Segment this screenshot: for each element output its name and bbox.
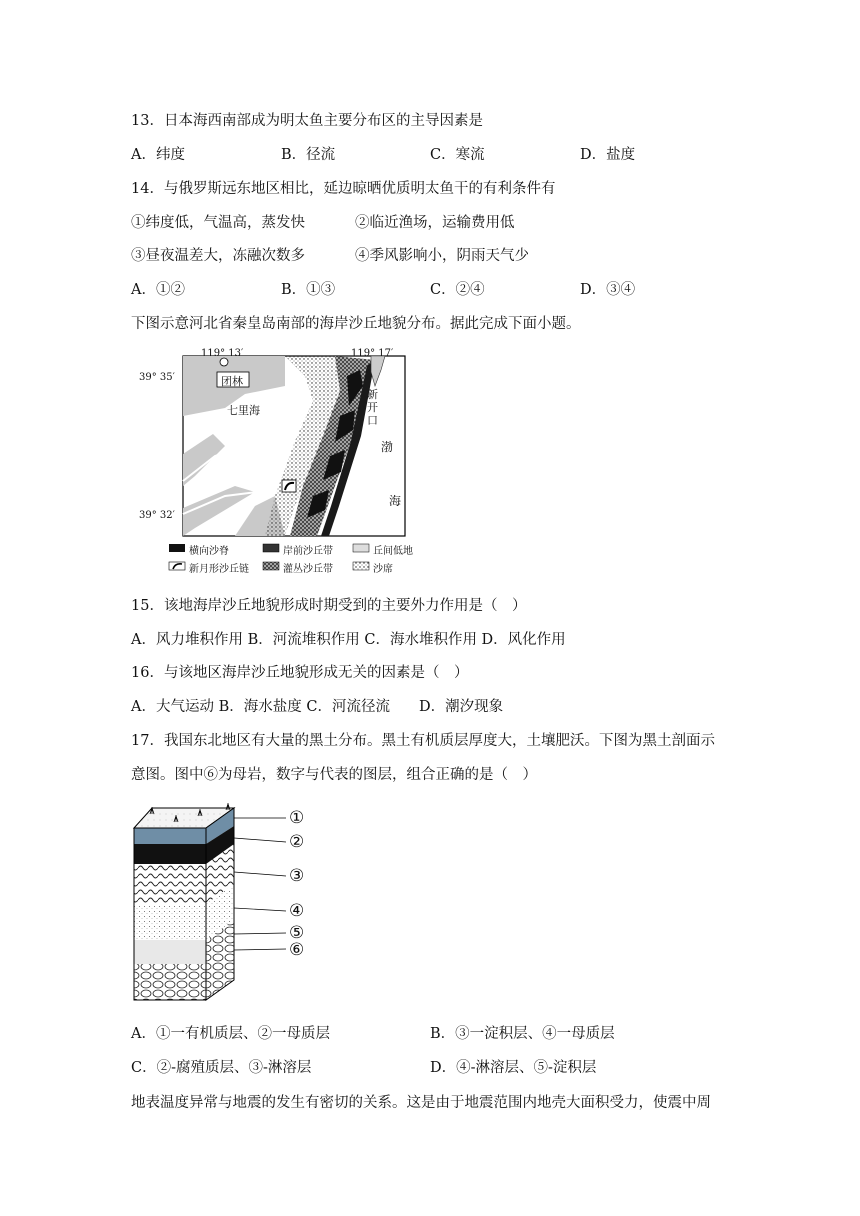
q17-option-a: A．①一有机质层、②一母质层 (131, 1026, 330, 1042)
q17-option-d: D．④-淋溶层、⑤-淀积层 (430, 1060, 597, 1076)
q14-option-c: C．②④ (430, 282, 485, 298)
q17-option-c: C．②-腐殖质层、③-淋溶层 (131, 1060, 312, 1076)
q14-item-4: ④季风影响小，阴雨天气少 (355, 248, 529, 264)
legend-shrub-dune-belt: 灌丛沙丘带 (283, 564, 333, 575)
q13-stem: 13．日本海西南部成为明太鱼主要分布区的主导因素是 (131, 113, 483, 129)
q13-option-c: C．寒流 (430, 147, 485, 163)
q14-option-a: A．①② (131, 282, 185, 298)
map-place-tuanlin: 团林 (221, 375, 243, 388)
q14-item-3: ③昼夜温差大，冻融次数多 (131, 248, 305, 264)
layer-label-6: ⑥ (289, 940, 305, 960)
q14-item-1: ①纬度低，气温高，蒸发快 (131, 215, 305, 231)
q13-option-b: B．径流 (281, 147, 336, 163)
q15-stem: 15．该地海岸沙丘地貌形成时期受到的主要外力作用是（ ） (131, 598, 527, 614)
q14-item-2: ②临近渔场，运输费用低 (355, 215, 515, 231)
q14-stem: 14．与俄罗斯远东地区相比，延边晾晒优质明太鱼干的有利条件有 (131, 181, 556, 197)
legend-transverse-ridge: 横向沙脊 (189, 546, 229, 557)
map-place-bohai-1: 渤 (381, 440, 394, 454)
map-place-xinkaikou: 新 开 口 (367, 388, 378, 427)
map-intro: 下图示意河北省秦皇岛南部的海岸沙丘地貌分布。据此完成下面小题。 (131, 316, 581, 332)
map-lon-label-2: 119° 17′ (351, 348, 394, 359)
q15-options: A．风力堆积作用 B．河流堆积作用 C．海水堆积作用 D．风化作用 (131, 632, 566, 648)
layer-label-2: ② (289, 832, 305, 852)
q17-stem-line-1: 17．我国东北地区有大量的黑土分布。黑土有机质层厚度大，土壤肥沃。下图为黑土剖面示 (131, 733, 715, 749)
q17-option-b: B．③一淀积层、④一母质层 (430, 1026, 615, 1042)
next-passage-intro: 地表温度异常与地震的发生有密切的关系。这是由于地震范围内地壳大面积受力，使震中周 (131, 1095, 711, 1111)
map-place-bohai-2: 海 (389, 494, 402, 508)
legend-foredune-belt: 岸前沙丘带 (283, 546, 333, 557)
q17-stem-line-2: 意图。图中⑥为母岩，数字与代表的图层，组合正确的是（ ） (131, 767, 537, 783)
legend-sand-sheet: 沙席 (373, 564, 393, 575)
map-place-qilihai: 七里海 (227, 404, 260, 417)
q16-options: A．大气运动 B．海水盐度 C．河流径流 D．潮汐现象 (131, 699, 504, 715)
layer-label-3: ③ (289, 866, 305, 886)
q13-option-a: A．纬度 (131, 147, 185, 163)
layer-label-4: ④ (289, 901, 305, 921)
black-soil-profile-diagram (128, 800, 328, 1010)
q13-option-d: D．盐度 (580, 147, 636, 163)
q14-option-d: D．③④ (580, 282, 636, 298)
q16-stem: 16．与该地区海岸沙丘地貌形成无关的因素是（ ） (131, 665, 469, 681)
layer-label-5: ⑤ (289, 923, 305, 943)
map-lon-label-1: 119° 13′ (201, 348, 244, 359)
map-lat-label-1: 39° 35′ (139, 372, 175, 383)
q14-option-b: B．①③ (281, 282, 336, 298)
coastal-dune-map (135, 346, 413, 582)
legend-interdune-lowland: 丘间低地 (373, 546, 413, 557)
layer-label-1: ① (289, 808, 305, 828)
map-lat-label-2: 39° 32′ (139, 510, 175, 521)
legend-barchan-chain: 新月形沙丘链 (189, 564, 249, 575)
